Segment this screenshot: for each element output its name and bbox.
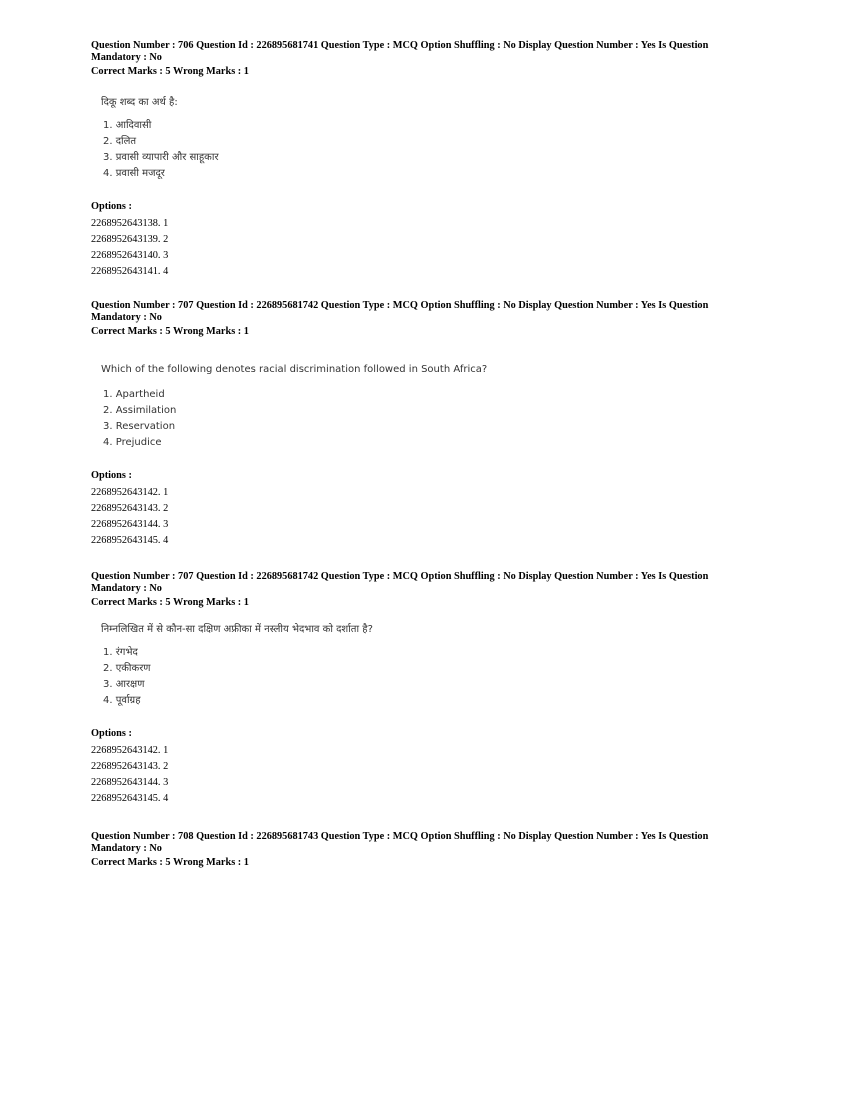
question-block (91, 571, 751, 807)
choice-1: 1. आदिवासी (103, 120, 152, 131)
option-item: 2268952643144. 3 (91, 777, 169, 788)
option-item: 2268952643140. 3 (91, 250, 169, 261)
question-mandatory: Mandatory : No (91, 843, 162, 854)
question-meta: Question Number : 708 Question Id : 226895681743 Question Type : MCQ Option Shuffling : No Display Question Number : Yes Is Question (91, 831, 709, 842)
question-header (91, 300, 751, 338)
question-choices (103, 387, 751, 451)
option-item: 2268952643138. 1 (91, 218, 169, 229)
question-text: निम्नलिखित में से कौन-सा दक्षिण अफ्रीका में नस्लीय भेदभाव को दर्शाता है? (101, 624, 373, 635)
choice-4: 4. प्रवासी मजदूर (103, 168, 165, 179)
question-header (91, 571, 751, 609)
choice-2: 2. Assimilation (103, 405, 177, 416)
option-item: 2268952643141. 4 (91, 266, 169, 277)
question-header (91, 831, 751, 869)
option-item: 2268952643139. 2 (91, 234, 169, 245)
question-mandatory: Mandatory : No (91, 312, 162, 323)
choice-4: 4. पूर्वाग्रह (103, 695, 141, 706)
question-choices (103, 118, 751, 182)
option-item: 2268952643143. 2 (91, 503, 169, 514)
question-image (91, 621, 751, 709)
option-item: 2268952643145. 4 (91, 793, 169, 804)
options-list (91, 743, 751, 807)
option-item: 2268952643143. 2 (91, 761, 169, 772)
question-marks: Correct Marks : 5 Wrong Marks : 1 (91, 326, 249, 337)
choice-4: 4. Prejudice (103, 437, 162, 448)
options-section (91, 469, 751, 549)
question-block (91, 40, 751, 280)
question-marks: Correct Marks : 5 Wrong Marks : 1 (91, 597, 249, 608)
question-text: Which of the following denotes racial discrimination followed in South Africa? (101, 364, 488, 375)
choice-2: 2. दलित (103, 136, 137, 147)
question-meta: Question Number : 707 Question Id : 226895681742 Question Type : MCQ Option Shuffling : No Display Question Number : Yes Is Question (91, 300, 709, 311)
question-header (91, 40, 751, 78)
options-label: Options : (91, 470, 132, 481)
choice-1: 1. रंगभेद (103, 647, 138, 658)
question-meta: Question Number : 707 Question Id : 226895681742 Question Type : MCQ Option Shuffling : No Display Question Number : Yes Is Question (91, 571, 709, 582)
choice-3: 3. आरक्षण (103, 679, 145, 690)
option-item: 2268952643145. 4 (91, 535, 169, 546)
question-image (91, 94, 751, 182)
question-mandatory: Mandatory : No (91, 583, 162, 594)
question-meta: Question Number : 706 Question Id : 226895681741 Question Type : MCQ Option Shuffling : No Display Question Number : Yes Is Question (91, 40, 709, 51)
options-label: Options : (91, 728, 132, 739)
question-block (91, 831, 751, 869)
question-image (91, 364, 751, 451)
option-item: 2268952643142. 1 (91, 487, 169, 498)
options-section (91, 727, 751, 807)
choice-2: 2. एकीकरण (103, 663, 151, 674)
question-mandatory: Mandatory : No (91, 52, 162, 63)
options-list (91, 485, 751, 549)
option-item: 2268952643142. 1 (91, 745, 169, 756)
options-list (91, 216, 751, 280)
question-marks: Correct Marks : 5 Wrong Marks : 1 (91, 857, 249, 868)
choice-3: 3. प्रवासी व्यापारी और साहूकार (103, 152, 219, 163)
choice-1: 1. Apartheid (103, 389, 165, 400)
question-choices (103, 645, 751, 709)
choice-3: 3. Reservation (103, 421, 176, 432)
options-section (91, 200, 751, 280)
question-marks: Correct Marks : 5 Wrong Marks : 1 (91, 66, 249, 77)
option-item: 2268952643144. 3 (91, 519, 169, 530)
options-label: Options : (91, 201, 132, 212)
question-text: दिकू शब्द का अर्थ है: (101, 97, 178, 108)
question-block (91, 300, 751, 549)
